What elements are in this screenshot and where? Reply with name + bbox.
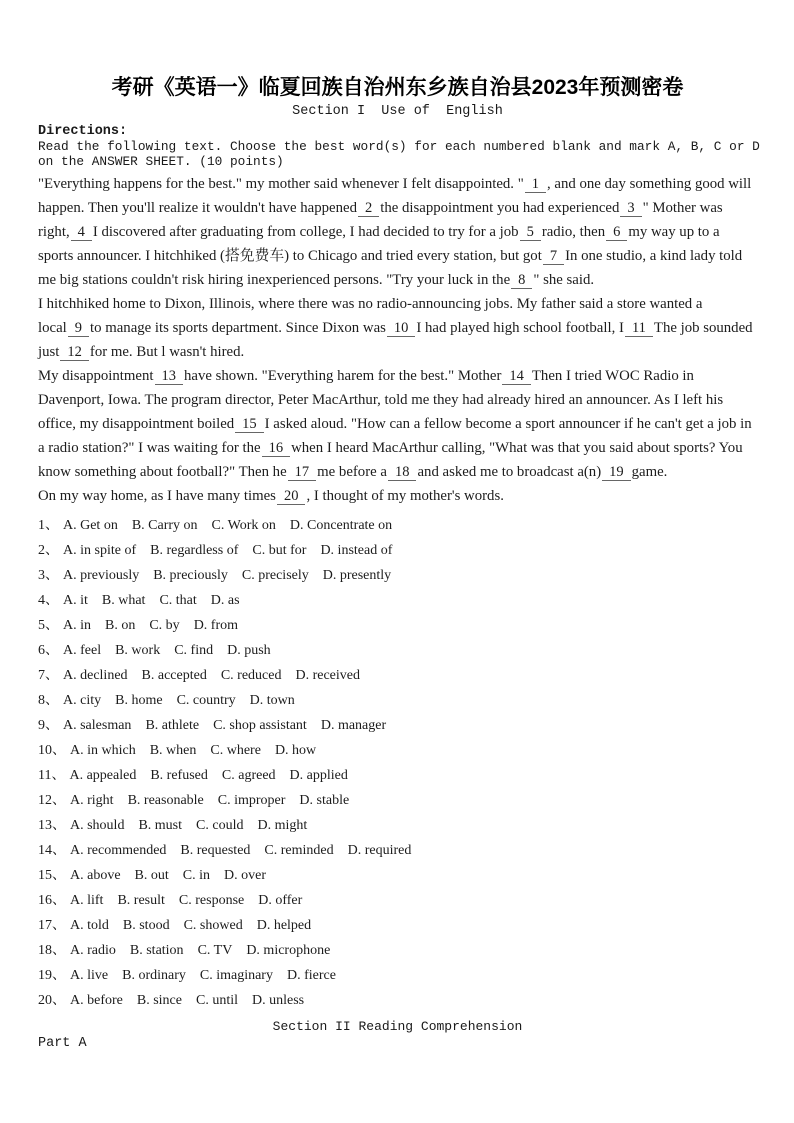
cloze-blank-18: 18 <box>388 464 417 481</box>
question-number: 8、 <box>38 693 59 708</box>
cloze-blank-4: 4 <box>71 224 92 241</box>
answer-option: A. previously <box>63 568 140 583</box>
answer-option: A. city <box>63 693 102 708</box>
answer-option: C. response <box>178 893 245 908</box>
question-number: 2、 <box>38 543 59 558</box>
question-number: 13、 <box>38 818 66 833</box>
answer-option: A. told <box>70 918 109 933</box>
answer-option: B. ordinary <box>122 968 186 983</box>
question-row-7 <box>38 663 757 688</box>
answer-option: B. requested <box>180 843 251 858</box>
answer-option: B. refused <box>150 768 208 783</box>
answer-option: A. should <box>70 818 125 833</box>
answer-option: B. stood <box>122 918 170 933</box>
answer-option: A. appealed <box>69 768 137 783</box>
answer-option: B. preciously <box>153 568 228 583</box>
answer-option: C. improper <box>217 793 286 808</box>
cloze-blank-7: 7 <box>543 248 564 265</box>
passage-paragraph: My disappointment 13 have shown. "Everything harem for the best." Mother 14 Then I tried WOC Radio in Davenport, Iowa. The program director, Peter MacArthur, told me they had already hired an announcer. As I left his office, my disappointment boiled 15 I asked aloud. "How can a fellow become a sport announcer if he can't get a job in a radio station?" I was waiting for the 16 when I heard MacArthur calling, "What was that you said about sports? You know something about football?" Then he 17 me before a 18 and asked me to broadcast a(n) 19 game. <box>38 368 752 480</box>
cloze-blank-11: 11 <box>625 320 653 337</box>
question-number: 6、 <box>38 643 59 658</box>
answer-option: A. in spite of <box>63 543 137 558</box>
answer-option: B. accepted <box>141 668 207 683</box>
cloze-blank-1: 1 <box>525 176 546 193</box>
answer-option: D. push <box>227 643 271 658</box>
answer-option: B. regardless of <box>150 543 239 558</box>
question-row-6 <box>38 638 757 663</box>
answer-option: B. home <box>115 693 163 708</box>
cloze-blank-6: 6 <box>606 224 627 241</box>
answer-option: D. town <box>249 693 295 708</box>
answer-option: A. lift <box>70 893 104 908</box>
answer-option: C. Work on <box>211 518 276 533</box>
cloze-blank-2: 2 <box>358 200 379 217</box>
question-number: 1、 <box>38 518 59 533</box>
passage-paragraph: On my way home, as I have many times 20 , I thought of my mother's words. <box>38 488 504 504</box>
cloze-blank-13: 13 <box>155 368 184 385</box>
answer-option: C. find <box>174 643 214 658</box>
question-number: 17、 <box>38 918 66 933</box>
question-row-8 <box>38 688 757 713</box>
answer-option: A. right <box>70 793 114 808</box>
question-number: 10、 <box>38 743 66 758</box>
directions-text: Read the following text. Choose the best word(s) for each numbered blank and mark A, B, C or D on the ANSWER SHEET. (10 points) <box>38 139 760 169</box>
cloze-blank-10: 10 <box>387 320 416 337</box>
question-row-18 <box>38 938 757 963</box>
question-row-12 <box>38 788 757 813</box>
question-number: 14、 <box>38 843 66 858</box>
section2-heading: Section II Reading Comprehension <box>272 1019 523 1034</box>
answer-option: D. how <box>274 743 317 758</box>
answer-option: C. reminded <box>264 843 334 858</box>
answer-option: D. might <box>257 818 308 833</box>
cloze-blank-14: 14 <box>502 368 531 385</box>
question-number: 5、 <box>38 618 59 633</box>
passage-paragraph: I hitchhiked home to Dixon, Illinois, where there was no radio-announcing jobs. My father said a store wanted a local 9 to manage its sports department. Since Dixon was 10 I had played high school football, I 11 The job sounded just 12 for me. But l wasn't hired. <box>38 296 753 360</box>
answer-option: C. reduced <box>220 668 282 683</box>
answer-option: A. feel <box>63 643 102 658</box>
answer-option: D. presently <box>322 568 392 583</box>
answer-option: C. in <box>182 868 211 883</box>
passage-paragraph: "Everything happens for the best." my mother said whenever I felt disappointed. " 1 , and one day something good will happen. Then you'll realize it wouldn't have happened 2 the disappointment you had experienced 3 " Mother was right, 4 I discovered after graduating from college, I had decided to try for a job 5 radio, then 6 my way up to a sports announcer. I hitchhiked (搭免费车) to Chicago and tried every station, but got 7 In one studio, a kind lady told me big stations couldn't risk hiring inexperienced persons. "Try your luck in the 8 " she said. <box>38 176 752 288</box>
question-number: 16、 <box>38 893 66 908</box>
cloze-blank-8: 8 <box>511 272 532 289</box>
answer-option: D. helped <box>256 918 312 933</box>
question-row-9 <box>38 713 757 738</box>
answer-option: B. station <box>129 943 184 958</box>
answer-option: B. since <box>136 993 182 1008</box>
answer-option: B. work <box>115 643 161 658</box>
answer-option: B. when <box>149 743 197 758</box>
answer-option: D. from <box>193 618 239 633</box>
cloze-blank-9: 9 <box>68 320 89 337</box>
answer-option: A. declined <box>63 668 128 683</box>
answer-option: C. could <box>196 818 244 833</box>
answer-option: D. as <box>210 593 240 608</box>
answer-option: A. recommended <box>70 843 167 858</box>
question-row-2 <box>38 538 757 563</box>
answer-option: A. in which <box>70 743 136 758</box>
question-number: 11、 <box>38 768 66 783</box>
question-number: 20、 <box>38 993 66 1008</box>
question-number: 18、 <box>38 943 66 958</box>
cloze-blank-5: 5 <box>520 224 541 241</box>
answer-option: C. TV <box>197 943 233 958</box>
directions-label: Directions: <box>38 124 128 139</box>
question-list <box>38 513 757 1013</box>
question-row-17 <box>38 913 757 938</box>
answer-option: B. athlete <box>145 718 200 733</box>
answer-option: A. live <box>70 968 109 983</box>
answer-option: B. reasonable <box>127 793 204 808</box>
question-row-15 <box>38 863 757 888</box>
cloze-blank-3: 3 <box>620 200 641 217</box>
cloze-passage <box>38 172 758 508</box>
answer-option: B. must <box>138 818 183 833</box>
part-a-label: Part A <box>38 1036 87 1051</box>
answer-option: A. in <box>63 618 91 633</box>
question-number: 3、 <box>38 568 59 583</box>
question-row-11 <box>38 763 757 788</box>
answer-option: D. stable <box>299 793 350 808</box>
question-number: 19、 <box>38 968 66 983</box>
exam-title: 考研《英语一》临夏回族自治州东乡族自治县2023年预测密卷 <box>111 76 684 99</box>
question-number: 7、 <box>38 668 59 683</box>
question-row-20 <box>38 988 757 1013</box>
answer-option: D. unless <box>252 993 305 1008</box>
question-number: 12、 <box>38 793 66 808</box>
answer-option: C. agreed <box>221 768 276 783</box>
question-row-4 <box>38 588 757 613</box>
question-number: 9、 <box>38 718 59 733</box>
answer-option: B. out <box>134 868 169 883</box>
answer-option: C. shop assistant <box>213 718 307 733</box>
answer-option: A. salesman <box>63 718 132 733</box>
question-row-19 <box>38 963 757 988</box>
question-row-10 <box>38 738 757 763</box>
answer-option: B. on <box>105 618 136 633</box>
cloze-blank-16: 16 <box>262 440 291 457</box>
question-row-13 <box>38 813 757 838</box>
question-number: 15、 <box>38 868 66 883</box>
cloze-blank-17: 17 <box>288 464 317 481</box>
question-row-1 <box>38 513 757 538</box>
answer-option: C. by <box>149 618 180 633</box>
question-number: 4、 <box>38 593 59 608</box>
answer-option: D. fierce <box>286 968 336 983</box>
answer-option: D. offer <box>258 893 303 908</box>
answer-option: B. Carry on <box>131 518 198 533</box>
answer-option: B. result <box>117 893 165 908</box>
cloze-blank-19: 19 <box>602 464 631 481</box>
answer-option: D. Concentrate on <box>289 518 393 533</box>
question-row-14 <box>38 838 757 863</box>
answer-option: D. microphone <box>246 943 331 958</box>
answer-option: D. over <box>224 868 267 883</box>
cloze-blank-15: 15 <box>235 416 264 433</box>
answer-option: A. above <box>70 868 121 883</box>
cloze-blank-12: 12 <box>60 344 89 361</box>
answer-option: D. manager <box>320 718 387 733</box>
question-row-16 <box>38 888 757 913</box>
answer-option: C. that <box>159 593 197 608</box>
answer-option: A. radio <box>70 943 116 958</box>
answer-option: C. country <box>176 693 236 708</box>
section1-heading: Section I Use of English <box>292 104 503 119</box>
answer-option: D. required <box>347 843 412 858</box>
answer-option: C. imaginary <box>199 968 273 983</box>
answer-option: C. until <box>195 993 238 1008</box>
answer-option: C. where <box>210 743 261 758</box>
answer-option: D. received <box>295 668 361 683</box>
question-row-5 <box>38 613 757 638</box>
answer-option: D. applied <box>289 768 348 783</box>
answer-option: C. showed <box>183 918 243 933</box>
answer-option: A. Get on <box>63 518 118 533</box>
cloze-blank-20: 20 <box>277 488 306 505</box>
answer-option: D. instead of <box>320 543 393 558</box>
answer-option: C. precisely <box>241 568 309 583</box>
answer-option: A. before <box>70 993 123 1008</box>
answer-option: C. but for <box>252 543 307 558</box>
answer-option: A. it <box>63 593 88 608</box>
question-row-3 <box>38 563 757 588</box>
answer-option: B. what <box>101 593 146 608</box>
